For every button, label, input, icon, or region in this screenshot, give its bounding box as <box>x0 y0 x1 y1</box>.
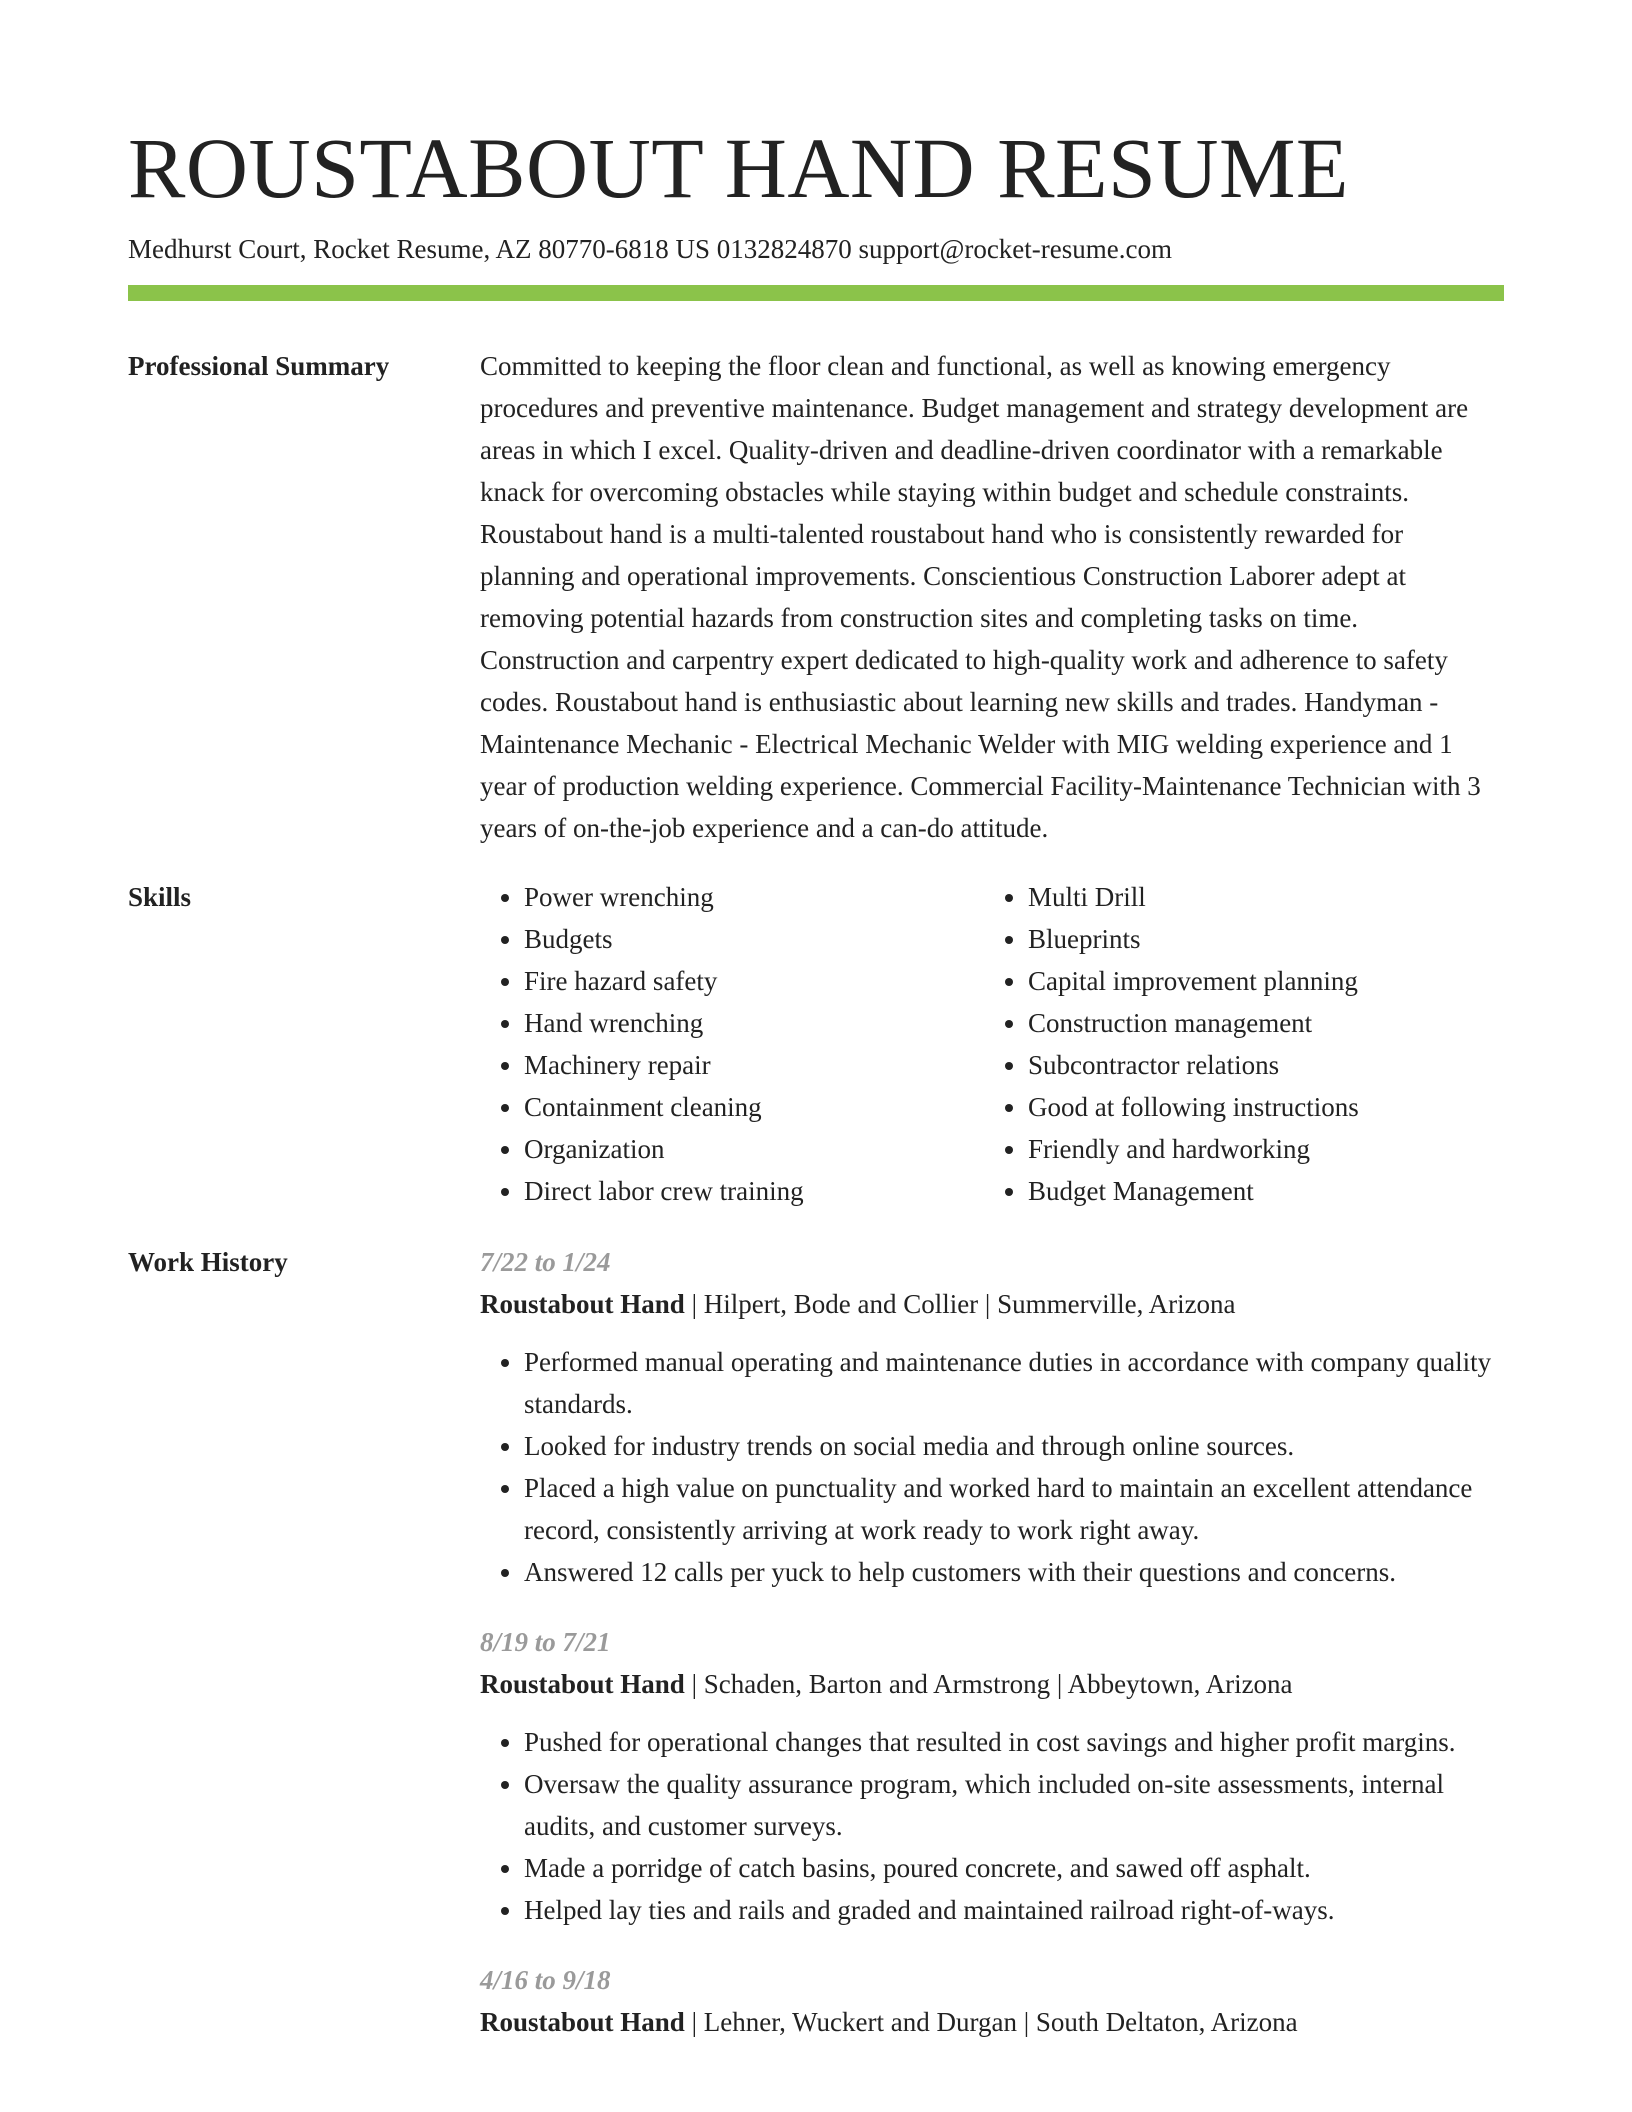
job-bullet: • Performed manual operating and maintenance duties in accordance with company quality standards. <box>524 1341 1504 1425</box>
summary-body <box>480 345 1504 849</box>
skill-item: • Direct labor crew training <box>524 1170 984 1212</box>
job-bullet: • Placed a high value on punctuality and worked hard to maintain an excellent attendance record, consistently arriving at work ready to work right away. <box>524 1467 1504 1551</box>
job-employer-location: | Lehner, Wuckert and Durgan | South Deltaton, Arizona <box>684 2007 1298 2037</box>
work-heading: Work History <box>128 1247 288 1277</box>
job-dates: 7/22 to 1/24 <box>480 1247 611 1277</box>
skill-item: • Subcontractor relations <box>1028 1044 1488 1086</box>
job-title-line <box>480 1283 1504 1325</box>
skill-item: • Blueprints <box>1028 918 1488 960</box>
contact-line: Medhurst Court, Rocket Resume, AZ 80770-6818 US 0132824870 support@rocket-resume.com <box>128 234 1172 264</box>
skill-item: • Budget Management <box>1028 1170 1488 1212</box>
job-bullet: • Made a porridge of catch basins, poured concrete, and sawed off asphalt. <box>524 1847 1504 1889</box>
job-dates: 4/16 to 9/18 <box>480 1965 611 1995</box>
summary-heading: Professional Summary <box>128 351 390 381</box>
skills-left-list <box>480 876 984 1212</box>
job-entry <box>480 1621 1504 1931</box>
skill-item: • Good at following instructions <box>1028 1086 1488 1128</box>
job-role: Roustabout Hand <box>480 1669 685 1699</box>
skills-body <box>480 876 1504 1212</box>
skill-item: • Power wrenching <box>524 876 984 918</box>
skill-item: • Multi Drill <box>1028 876 1488 918</box>
job-employer-location: | Hilpert, Bode and Collier | Summerville, Arizona <box>684 1289 1236 1319</box>
job-role: Roustabout Hand <box>480 1289 685 1319</box>
work-body <box>480 1241 1504 2071</box>
job-dates: 8/19 to 7/21 <box>480 1627 611 1657</box>
skill-item: • Budgets <box>524 918 984 960</box>
skill-item: • Containment cleaning <box>524 1086 984 1128</box>
accent-divider <box>128 285 1504 301</box>
job-title-line <box>480 1663 1504 1705</box>
job-bullet-list <box>480 1341 1504 1593</box>
job-title-line <box>480 2001 1504 2043</box>
skill-item: • Organization <box>524 1128 984 1170</box>
skill-item: • Friendly and hardworking <box>1028 1128 1488 1170</box>
job-bullet: • Oversaw the quality assurance program, which included on-site assessments, internal audits, and customer surveys. <box>524 1763 1504 1847</box>
skill-item: • Hand wrenching <box>524 1002 984 1044</box>
job-role: Roustabout Hand <box>480 2007 685 2037</box>
job-bullet: • Helped lay ties and rails and graded and maintained railroad right-of-ways. <box>524 1889 1504 1931</box>
skills-heading: Skills <box>128 882 192 912</box>
job-entry <box>480 1959 1504 2043</box>
skills-right-list <box>984 876 1488 1212</box>
job-bullet: • Answered 12 calls per yuck to help customers with their questions and concerns. <box>524 1551 1504 1593</box>
skill-item: • Capital improvement planning <box>1028 960 1488 1002</box>
skill-item: • Construction management <box>1028 1002 1488 1044</box>
job-employer-location: | Schaden, Barton and Armstrong | Abbeytown, Arizona <box>684 1669 1293 1699</box>
job-entry <box>480 1241 1504 1593</box>
job-bullet: • Pushed for operational changes that resulted in cost savings and higher profit margins. <box>524 1721 1504 1763</box>
skill-item: • Machinery repair <box>524 1044 984 1086</box>
job-bullet: • Looked for industry trends on social media and through online sources. <box>524 1425 1504 1467</box>
summary-text: Committed to keeping the floor clean and functional, as well as knowing emergency procedures and preventive maintenance. Budget management and strategy development are areas in which I excel. Quality-driven and deadline-driven coordinator with a remarkable knack for overcoming obstacles while staying within budget and schedule constraints. Roustabout hand is a multi-talented roustabout hand who is consistently rewarded for planning and operational improvements. Conscientious Construction Laborer adept at removing potential hazards from construction sites and completing tasks on time. Construction and carpentry expert dedicated to high-quality work and adherence to safety codes. Roustabout hand is enthusiastic about learning new skills and trades. Handyman - Maintenance Mechanic - Electrical Mechanic Welder with MIG welding experience and 1 year of production welding experience. Commercial Facility-Maintenance Technician with 3 years of on-the-job experience and a can-do attitude. <box>480 351 1481 843</box>
job-bullet-list <box>480 1721 1504 1931</box>
skill-item: • Fire hazard safety <box>524 960 984 1002</box>
resume-title: ROUSTABOUT HAND RESUME <box>128 120 1349 216</box>
